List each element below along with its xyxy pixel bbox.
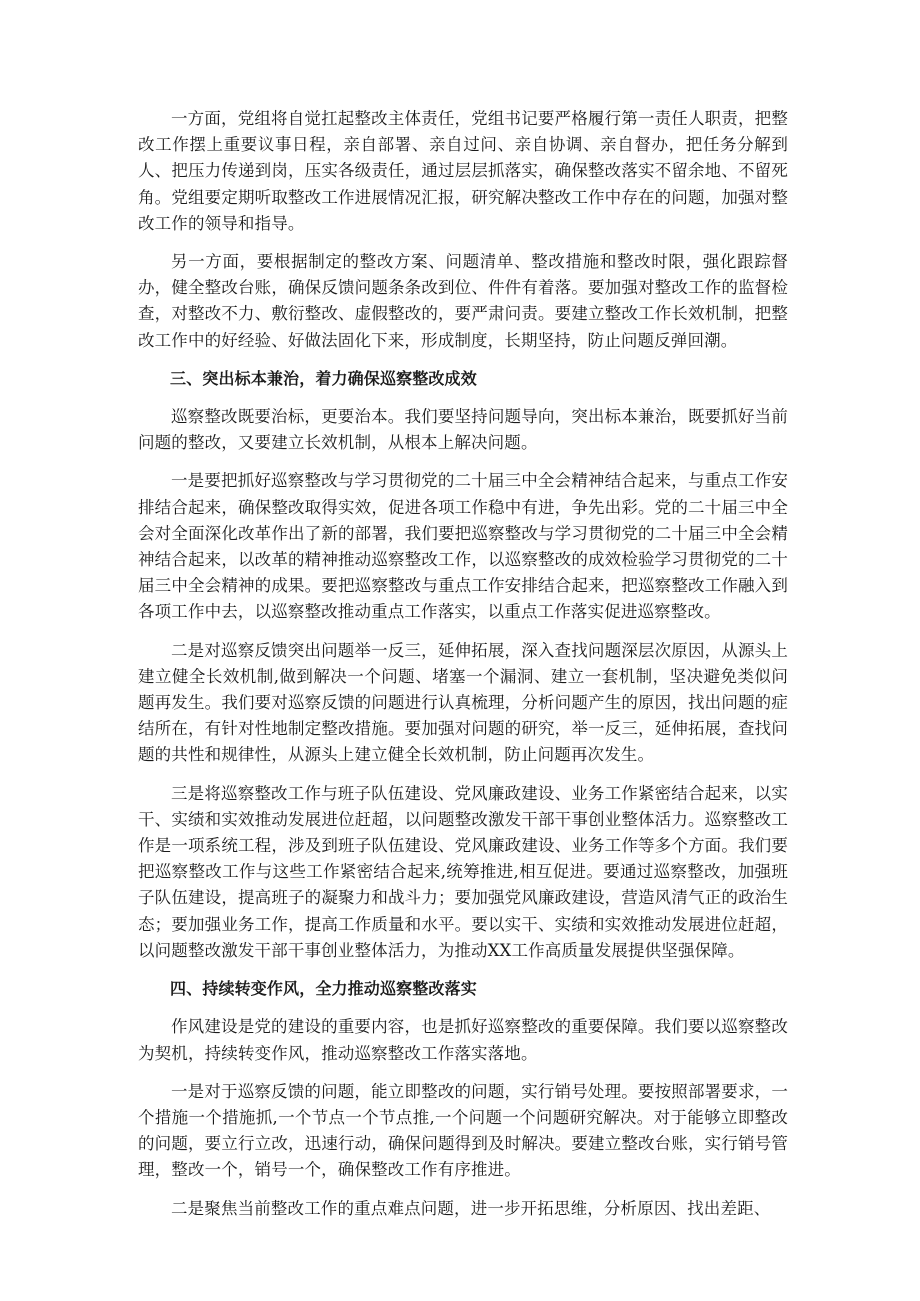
paragraph-section-3-intro: 巡察整改既要治标，更要治本。我们要坚持问题导向，突出标本兼治，既要抓好当前问题的整改，又要建立长效机制，从根本上解决问题。 (138, 407, 788, 453)
paragraph-section-4-intro: 作风建设是党的建设的重要内容，也是抓好巡察整改的重要保障。我们要以巡察整改为契机，持续转变作风，推动巡察整改工作落实落地。 (138, 1017, 788, 1063)
paragraph-second-point: 二是对巡察反馈突出问题举一反三，延伸拓展，深入查找问题深层次原因，从源头上建立健全长效机制,做到解决一个问题、堵塞一个漏洞、建立一套机制，坚决避免类似问题再发生。我们要对巡察反馈的问题进行认真梳理，分析问题产生的原因，找出问题的症结所在，有针对性地制定整改措施。要加强对问题的研究，举一反三，延伸拓展，查找问题的共性和规律性，从源头上建立健全长效机制，防止问题再次发生。 (138, 640, 788, 765)
paragraph-first-point: 一是要把抓好巡察整改与学习贯彻党的二十届三中全会精神结合起来，与重点工作安排结合起来，确保整改取得实效，促进各项工作稳中有进，争先出彩。党的二十届三中全会对全面深化改革作出了新的部署，我们要把巡察整改与学习贯彻党的二十届三中全会精神结合起来，以改革的精神推动巡察整改工作，以巡察整改的成效检验学习贯彻党的二十届三中全会精神的成果。要把巡察整改与重点工作安排结合起来，把巡察整改工作融入到各项工作中去，以巡察整改推动重点工作落实，以重点工作落实促进巡察整改。 (138, 471, 788, 622)
paragraph-key-difficulties: 二是聚焦当前整改工作的重点难点问题，进一步开拓思维，分析原因、找出差距、 (171, 1198, 771, 1218)
paragraph-party-group-responsibility: 一方面，党组将自觉扛起整改主体责任，党组书记要严格履行第一责任人职责，把整改工作摆上重要议事日程，亲自部署、亲自过问、亲自协调、亲自督办，把任务分解到人、把压力传递到岗，压实各级责任，通过层层抓落实，确保整改落实不留余地、不留死角。党组要定期听取整改工作进展情况汇报，研究解决整改工作中存在的问题，加强对整改工作的领导和指导。 (138, 109, 788, 233)
section-heading-4: 四、持续转变作风，全力推动巡察整改落实 (170, 979, 477, 999)
section-heading-3: 三、突出标本兼治，着力确保巡察整改成效 (170, 368, 477, 388)
paragraph-immediate-rectification: 一是对于巡察反馈的问题，能立即整改的问题，实行销号处理。要按照部署要求，一个措施一个措施抓,一个节点一个节点推,一个问题一个问题研究解决。对于能够立即整改的问题，要立行立改，迅速行动，确保问题得到及时解决。要建立整改台账，实行销号管理，整改一个，销号一个，确保整改工作有序推进。 (138, 1081, 788, 1180)
paragraph-third-point: 三是将巡察整改工作与班子队伍建设、党风廉政建设、业务工作紧密结合起来，以实干、实绩和实效推动发展进位赶超，以问题整改激发干部干事创业整体活力。巡察整改工作是一项系统工程，涉及到班子队伍建设、党风廉政建设、业务工作等多个方面。我们要把巡察整改工作与这些工作紧密结合起来,统筹推进,相互促进。要通过巡察整改，加强班子队伍建设，提高班子的凝聚力和战斗力；要加强党风廉政建设，营造风清气正的政治生态；要加强业务工作，提高工作质量和水平。要以实干、实绩和实效推动发展进位赶超，以问题整改激发干部干事创业整体活力，为推动XX工作高质量发展提供坚强保障。 (138, 783, 788, 960)
document-body (138, 106, 788, 1234)
paragraph-tracking-supervision: 另一方面，要根据制定的整改方案、问题清单、整改措施和整改时限，强化跟踪督办，健全整改台账，确保反馈问题条条改到位、件件有着落。要加强对整改工作的监督检查，对整改不力、敷衍整改、虚假整改的，要严肃问责。要建立整改工作长效机制，把整改工作中的好经验、好做法固化下来，形成制度，长期坚持，防止问题反弹回潮。 (138, 252, 788, 350)
